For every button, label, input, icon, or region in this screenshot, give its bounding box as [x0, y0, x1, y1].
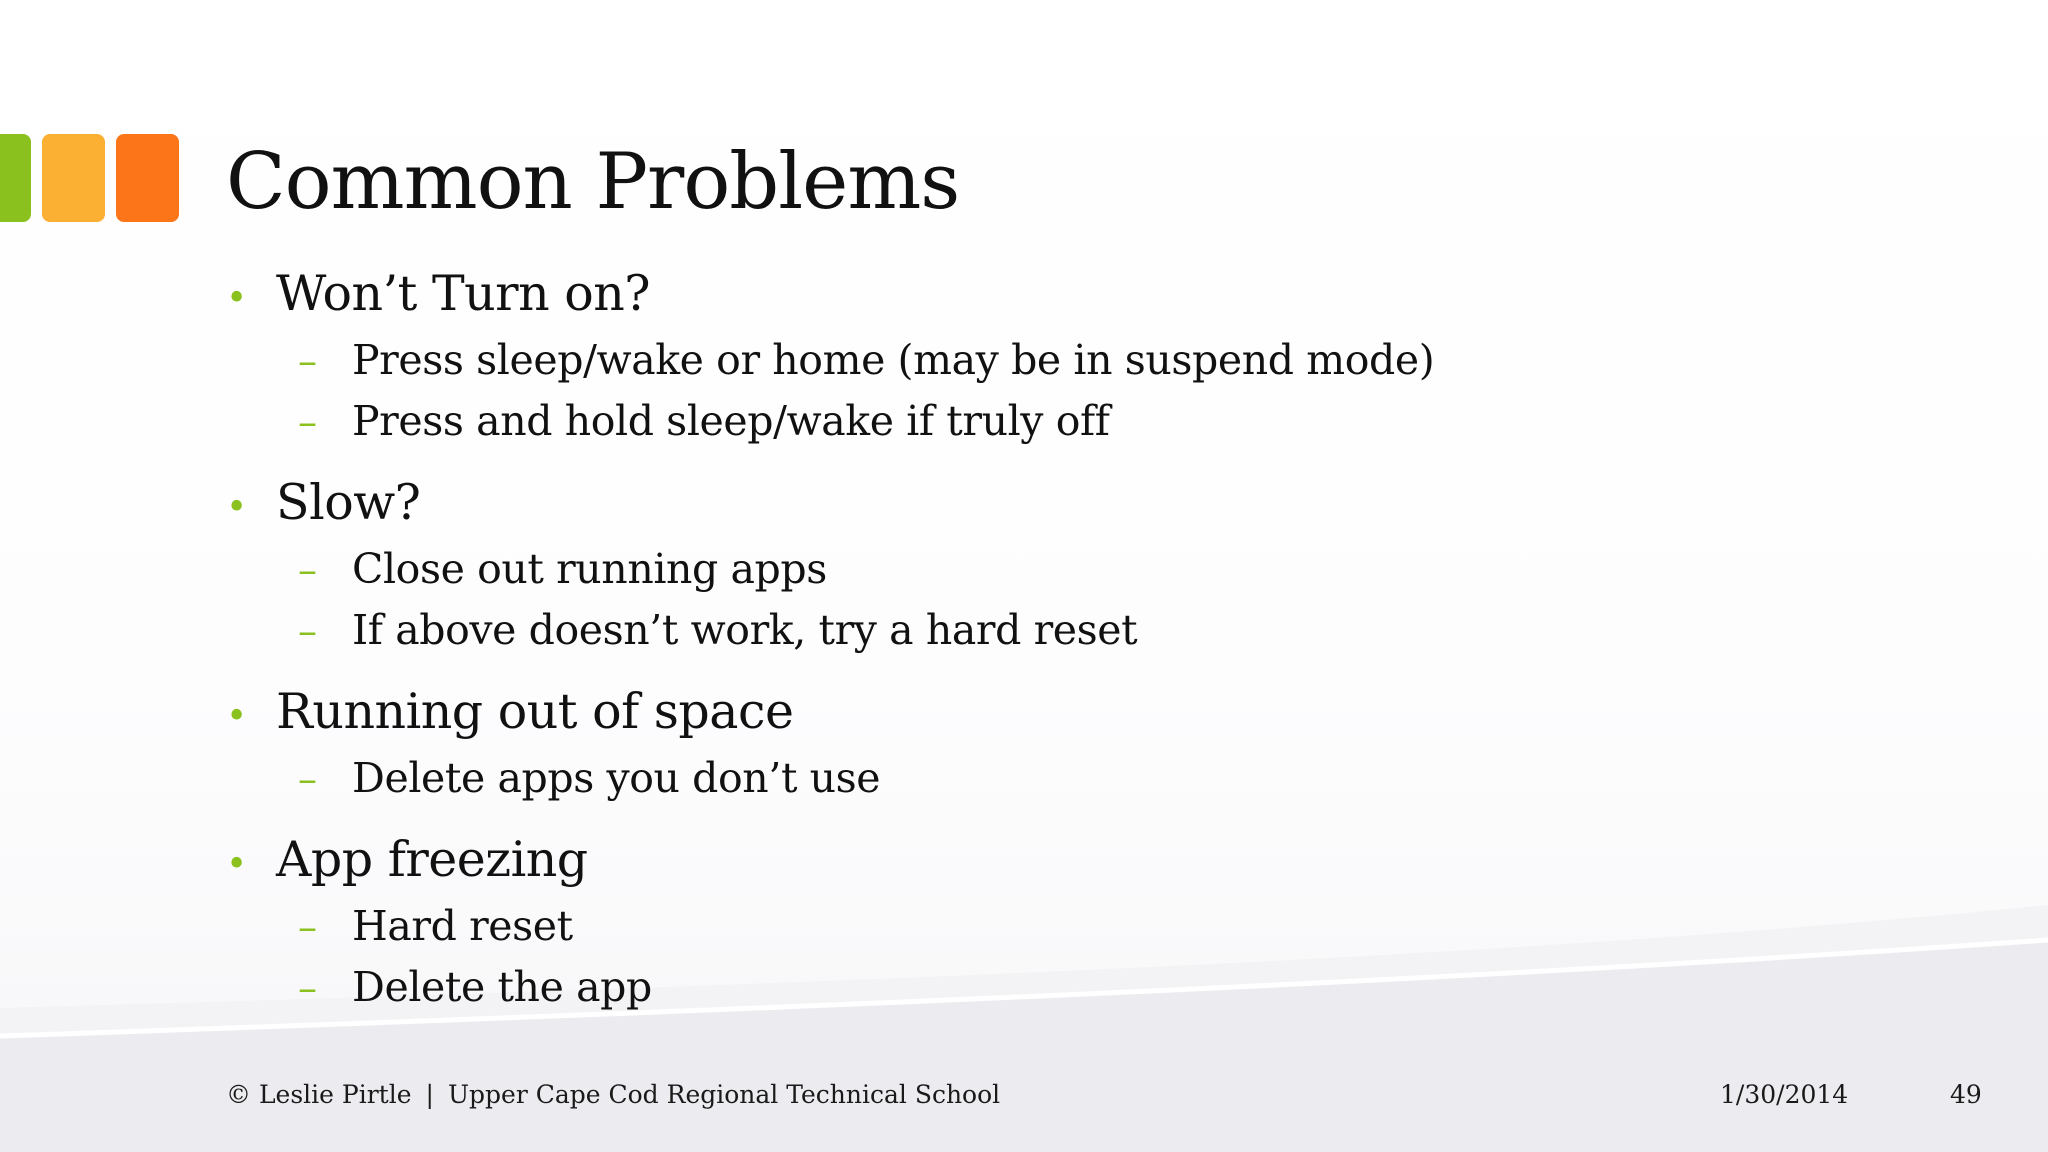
sub-bullet-item: [226, 330, 1726, 391]
accent-block-green: [0, 134, 31, 222]
bullet-item: [226, 258, 1726, 330]
bullet-group: [226, 467, 1726, 661]
bullet-marker: •: [226, 696, 248, 737]
sub-bullet-marker: –: [298, 757, 317, 801]
bullet-item: [226, 467, 1726, 539]
sub-bullet-marker: –: [298, 548, 317, 592]
bullet-item: [226, 676, 1726, 748]
footer-credit: [226, 1080, 1000, 1109]
bullet-text: Won’t Turn on?: [276, 265, 651, 322]
footer-date: 1/30/2014: [1720, 1080, 1849, 1109]
bullet-marker: •: [226, 278, 248, 319]
sub-bullet-text: Delete apps you don’t use: [352, 754, 881, 802]
sub-bullet-item: [226, 391, 1726, 452]
sub-bullet-marker: –: [298, 905, 317, 949]
sub-bullet-item: [226, 748, 1726, 809]
accent-block-orange: [116, 134, 179, 222]
sub-bullet-marker: –: [298, 966, 317, 1010]
sub-bullet-marker: –: [298, 400, 317, 444]
sub-bullet-item: [226, 539, 1726, 600]
bullet-text: Slow?: [276, 474, 421, 531]
sub-bullet-marker: –: [298, 609, 317, 653]
accent-block-yellow: [42, 134, 105, 222]
bullet-group: [226, 258, 1726, 452]
sub-bullet-item: [226, 957, 1726, 1018]
sub-bullet-text: Close out running apps: [352, 545, 827, 593]
bullet-marker: •: [226, 487, 248, 528]
footer-author: © Leslie Pirtle: [226, 1080, 412, 1109]
footer-separator: |: [425, 1080, 434, 1109]
slide-number: 49: [1950, 1080, 1982, 1109]
slide-title: Common Problems: [226, 137, 960, 227]
bullet-group: [226, 676, 1726, 809]
bullet-text: Running out of space: [276, 683, 794, 740]
sub-bullet-item: [226, 600, 1726, 661]
sub-bullet-text: If above doesn’t work, try a hard reset: [352, 606, 1138, 654]
bullet-item: [226, 824, 1726, 896]
sub-bullet-text: Press and hold sleep/wake if truly off: [352, 397, 1110, 445]
slide-content: [226, 258, 1726, 1018]
sub-bullet-text: Press sleep/wake or home (may be in suspend mode): [352, 336, 1435, 384]
bullet-text: App freezing: [276, 831, 588, 888]
sub-bullet-marker: –: [298, 339, 317, 383]
footer-school: Upper Cape Cod Regional Technical School: [447, 1080, 1001, 1109]
sub-bullet-item: [226, 896, 1726, 957]
bullet-group: [226, 824, 1726, 1018]
sub-bullet-text: Hard reset: [352, 902, 573, 950]
bullet-marker: •: [226, 844, 248, 885]
sub-bullet-text: Delete the app: [352, 963, 652, 1011]
